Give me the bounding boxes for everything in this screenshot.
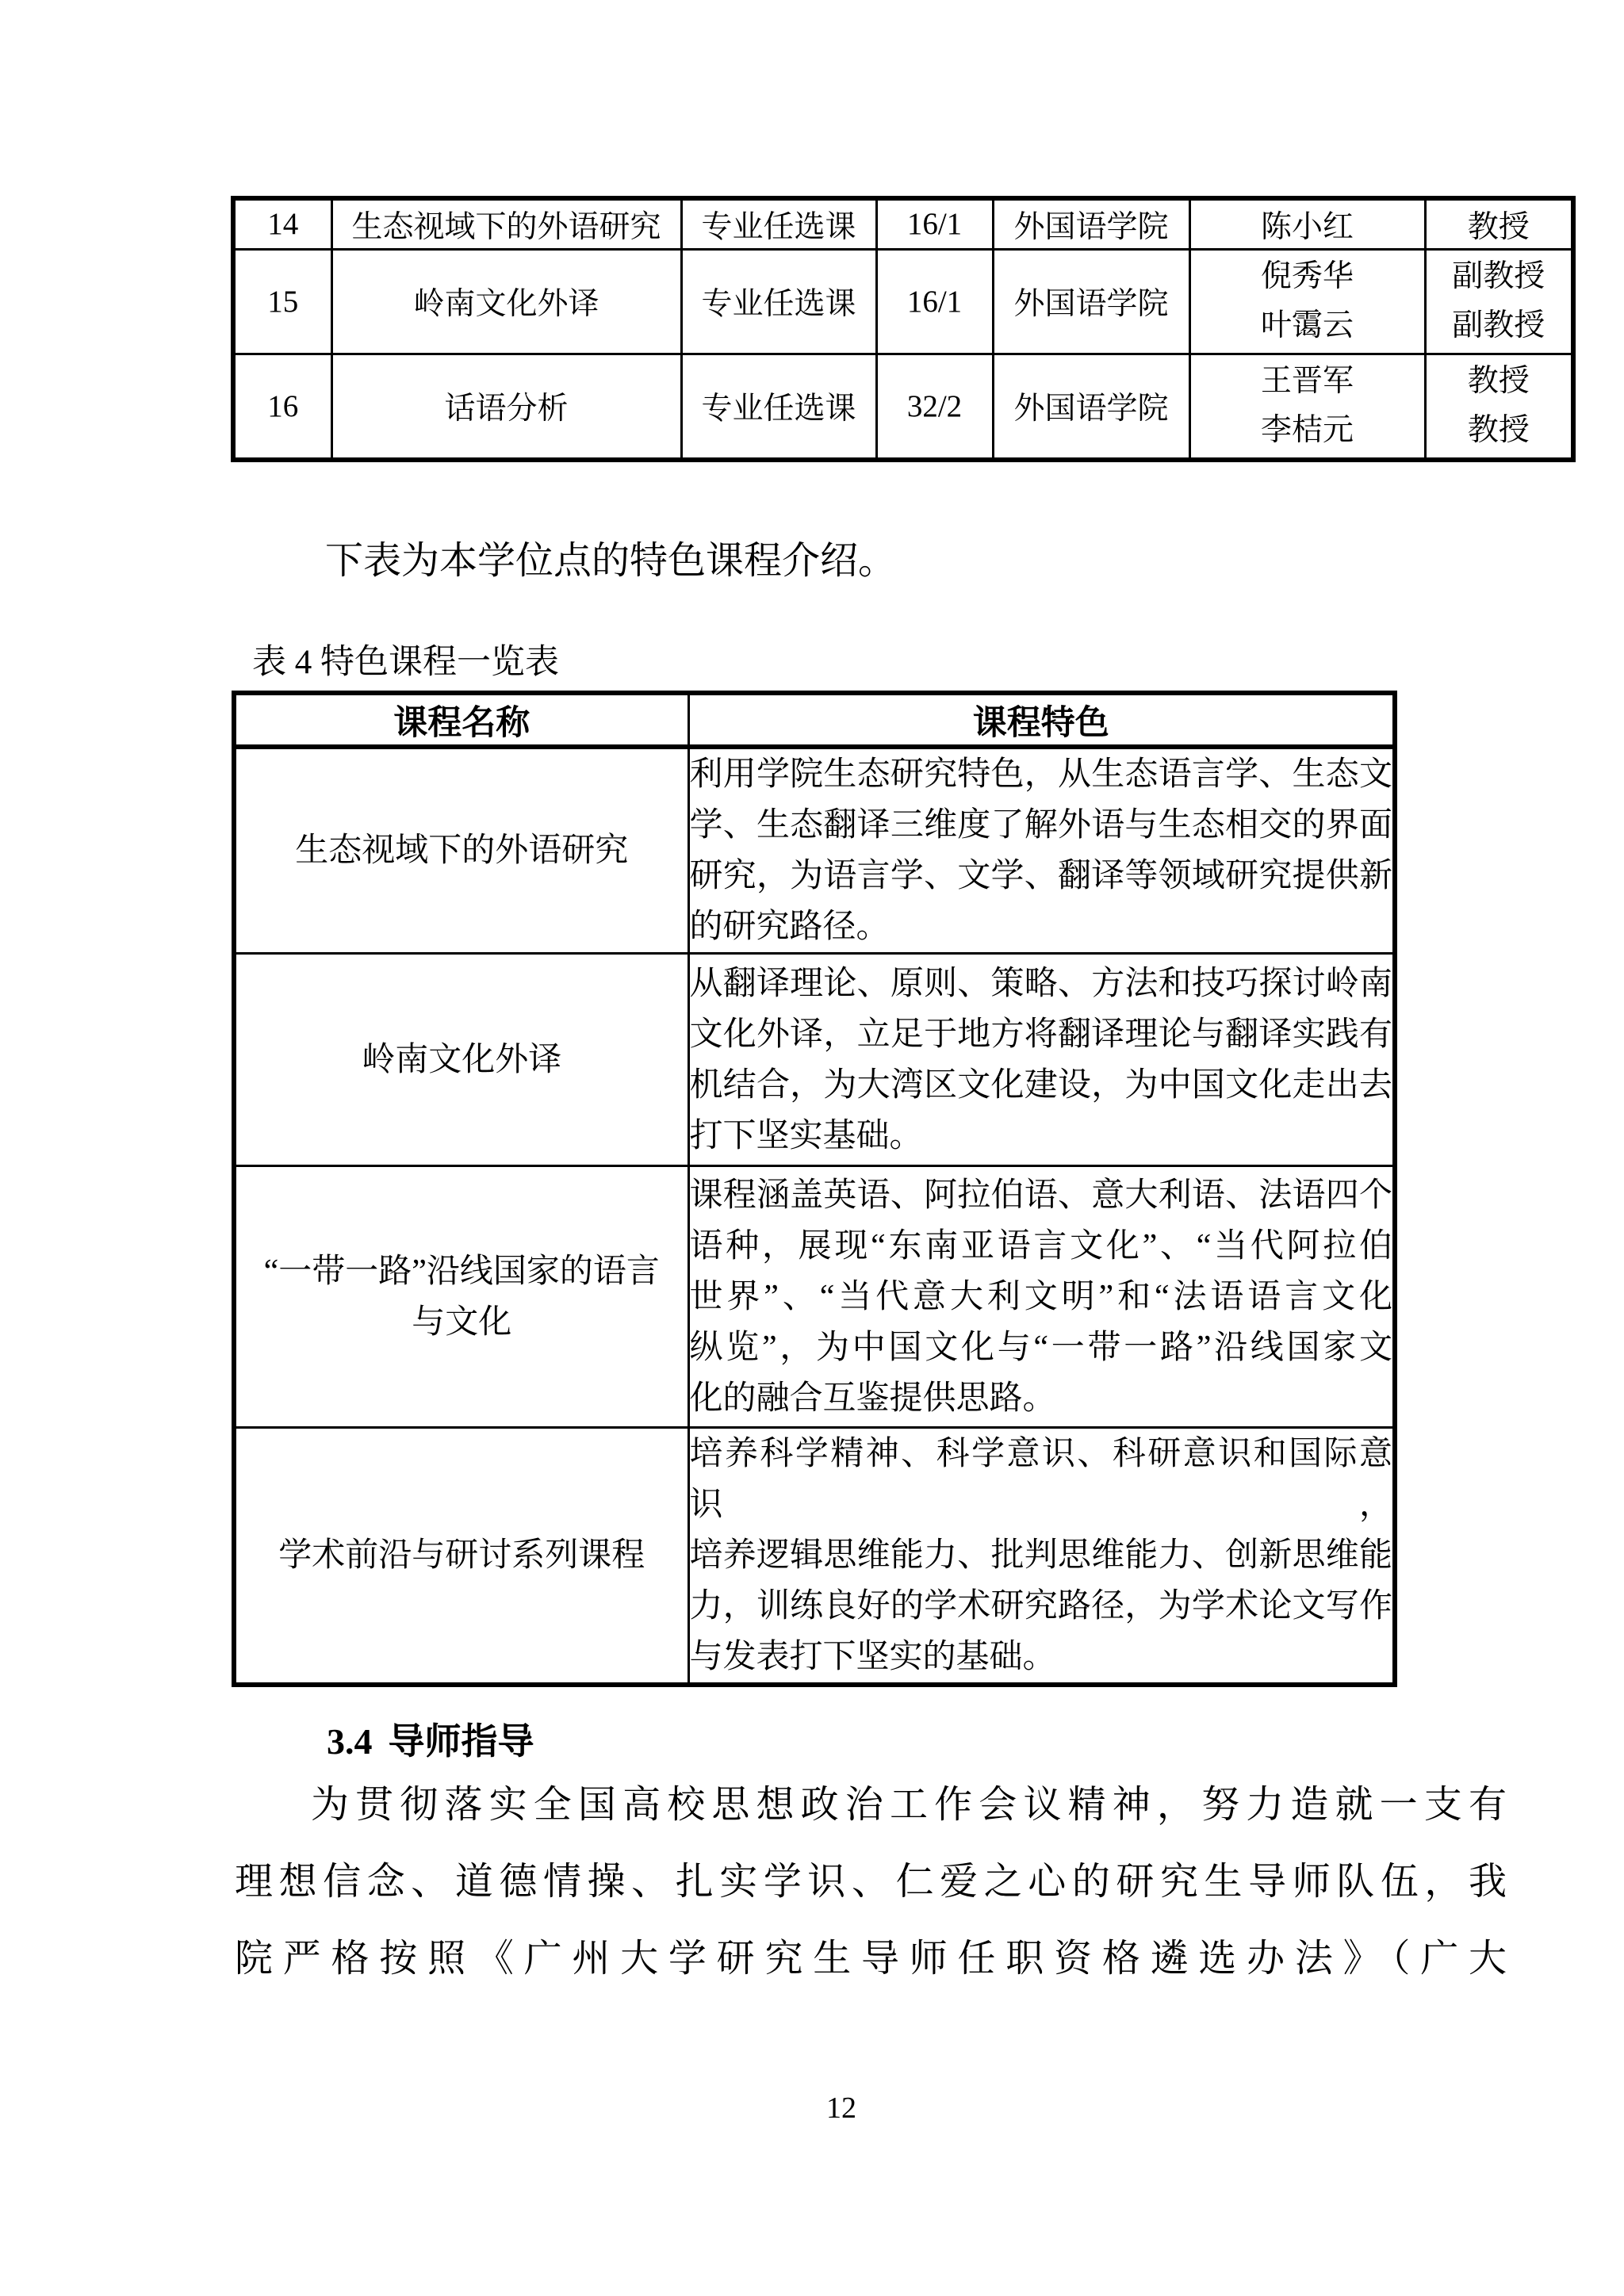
paragraph-line: 院严格按照《广州大学研究生导师任职资格遴选办法》（广大 [235,1938,1507,1980]
table4-caption: 表 4 特色课程一览表 [252,644,559,681]
header-course-feature: 课程特色 [688,693,1395,747]
feature-line: 与发表打下坚实的基础。 [689,1639,1056,1675]
feature-course-name [234,747,688,954]
course-row-14 [233,198,1573,249]
feature-line: 的研究路径。 [689,909,890,945]
course-type: 专业任选课 [681,249,876,354]
feature-line: 课程涵盖英语、阿拉伯语、意大利语、法语四个 [689,1177,1392,1214]
page-number: 12 [826,2091,856,2125]
feature-row [234,1166,1395,1428]
course-school: 外国语学院 [993,354,1189,460]
course-hours: 16/1 [876,249,993,354]
course-no: 15 [233,249,331,354]
feature-line: 培养逻辑思维能力、批判思维能力、创新思维能 [689,1537,1392,1574]
course-teacher: 倪秀华 [1260,259,1354,293]
feature-line: 打下坚实基础。 [689,1117,923,1154]
feature-line: 机结合，为大湾区文化建设，为中国文化走出去 [689,1066,1392,1104]
course-teacher-title: 教授 [1467,364,1530,399]
course-no: 14 [233,198,331,249]
feature-course-desc [688,1428,1395,1686]
course-teachers [1189,354,1425,460]
name-line: 与文化 [412,1303,512,1341]
feature-row [234,1428,1395,1686]
course-teacher-title: 副教授 [1452,308,1545,342]
feature-line: 力，训练良好的学术研究路径，为学术论文写作 [689,1588,1392,1624]
section-heading [327,1719,534,1764]
course-teacher-title: 教授 [1467,413,1530,448]
feature-course-desc [688,954,1395,1166]
course-teacher: 王晋军 [1260,364,1354,399]
course-type: 专业任选课 [681,198,876,249]
feature-row [234,747,1395,954]
name-line: 岭南文化外译 [362,1041,562,1078]
name-line: “一带一路”沿线国家的语言 [263,1253,660,1290]
course-school: 外国语学院 [993,198,1189,249]
feature-line: 培养科学精神、科学意识、科研意识和国际意识， [689,1436,1392,1523]
course-row-16 [233,354,1573,460]
course-teacher-titles [1425,354,1573,460]
body-paragraph [235,1766,1507,1997]
feature-line: 文化外译，立足于地方将翻译理论与翻译实践有 [689,1016,1392,1053]
course-teacher-title: 副教授 [1452,259,1545,293]
paragraph-line: 理想信念、道德情操、扎实学识、仁爱之心的研究生导师队伍，我 [235,1861,1507,1903]
name-line: 生态视域下的外语研究 [295,832,629,869]
paragraph-line: 为贯彻落实全国高校思想政治工作会议精神，努力造就一支有 [311,1784,1507,1826]
header-course-name: 课程名称 [234,693,688,747]
course-teacher: 叶霭云 [1260,308,1354,342]
course-row-15 [233,249,1573,354]
course-teacher-title: 教授 [1425,198,1573,249]
course-hours: 32/2 [876,354,993,460]
feature-line: 从翻译理论、原则、策略、方法和技巧探讨岭南 [689,965,1392,1002]
feature-course-name [234,954,688,1166]
course-hours: 16/1 [876,198,993,249]
feature-line: 学、生态翻译三维度了解外语与生态相交的界面 [689,807,1392,844]
feature-row [234,954,1395,1166]
feature-line: 世界”、“当代意大利文明”和“法语语言文化 [689,1278,1392,1315]
course-school: 外国语学院 [993,249,1189,354]
course-teacher: 李桔元 [1260,413,1354,448]
course-no: 16 [233,354,331,460]
feature-course-name [234,1428,688,1686]
course-teacher-titles [1425,249,1573,354]
feature-course-desc [688,1166,1395,1428]
feature-line: 研究，为语言学、文学、翻译等领域研究提供新 [689,858,1392,894]
intro-text: 下表为本学位点的特色课程介绍。 [325,540,897,582]
section-number: 3.4 [327,1721,373,1762]
course-teacher: 陈小红 [1189,198,1425,249]
feature-line: 利用学院生态研究特色，从生态语言学、生态文 [689,756,1392,793]
feature-table [232,691,1397,1687]
course-teachers [1189,249,1425,354]
feature-course-name [234,1166,688,1428]
course-table [231,196,1576,462]
feature-table-header-row [234,693,1395,747]
feature-course-desc [688,747,1395,954]
feature-line: 纵览”，为中国文化与“一带一路”沿线国家文 [689,1329,1392,1366]
course-name: 话语分析 [331,354,681,460]
feature-line: 化的融合互鉴提供思路。 [689,1380,1056,1417]
course-type: 专业任选课 [681,354,876,460]
course-name: 生态视域下的外语研究 [331,198,681,249]
name-line: 学术前沿与研讨系列课程 [278,1537,645,1574]
course-name: 岭南文化外译 [331,249,681,354]
feature-line: 语种，展现“东南亚语言文化”、“当代阿拉伯 [689,1227,1392,1265]
section-title: 导师指导 [388,1720,534,1762]
